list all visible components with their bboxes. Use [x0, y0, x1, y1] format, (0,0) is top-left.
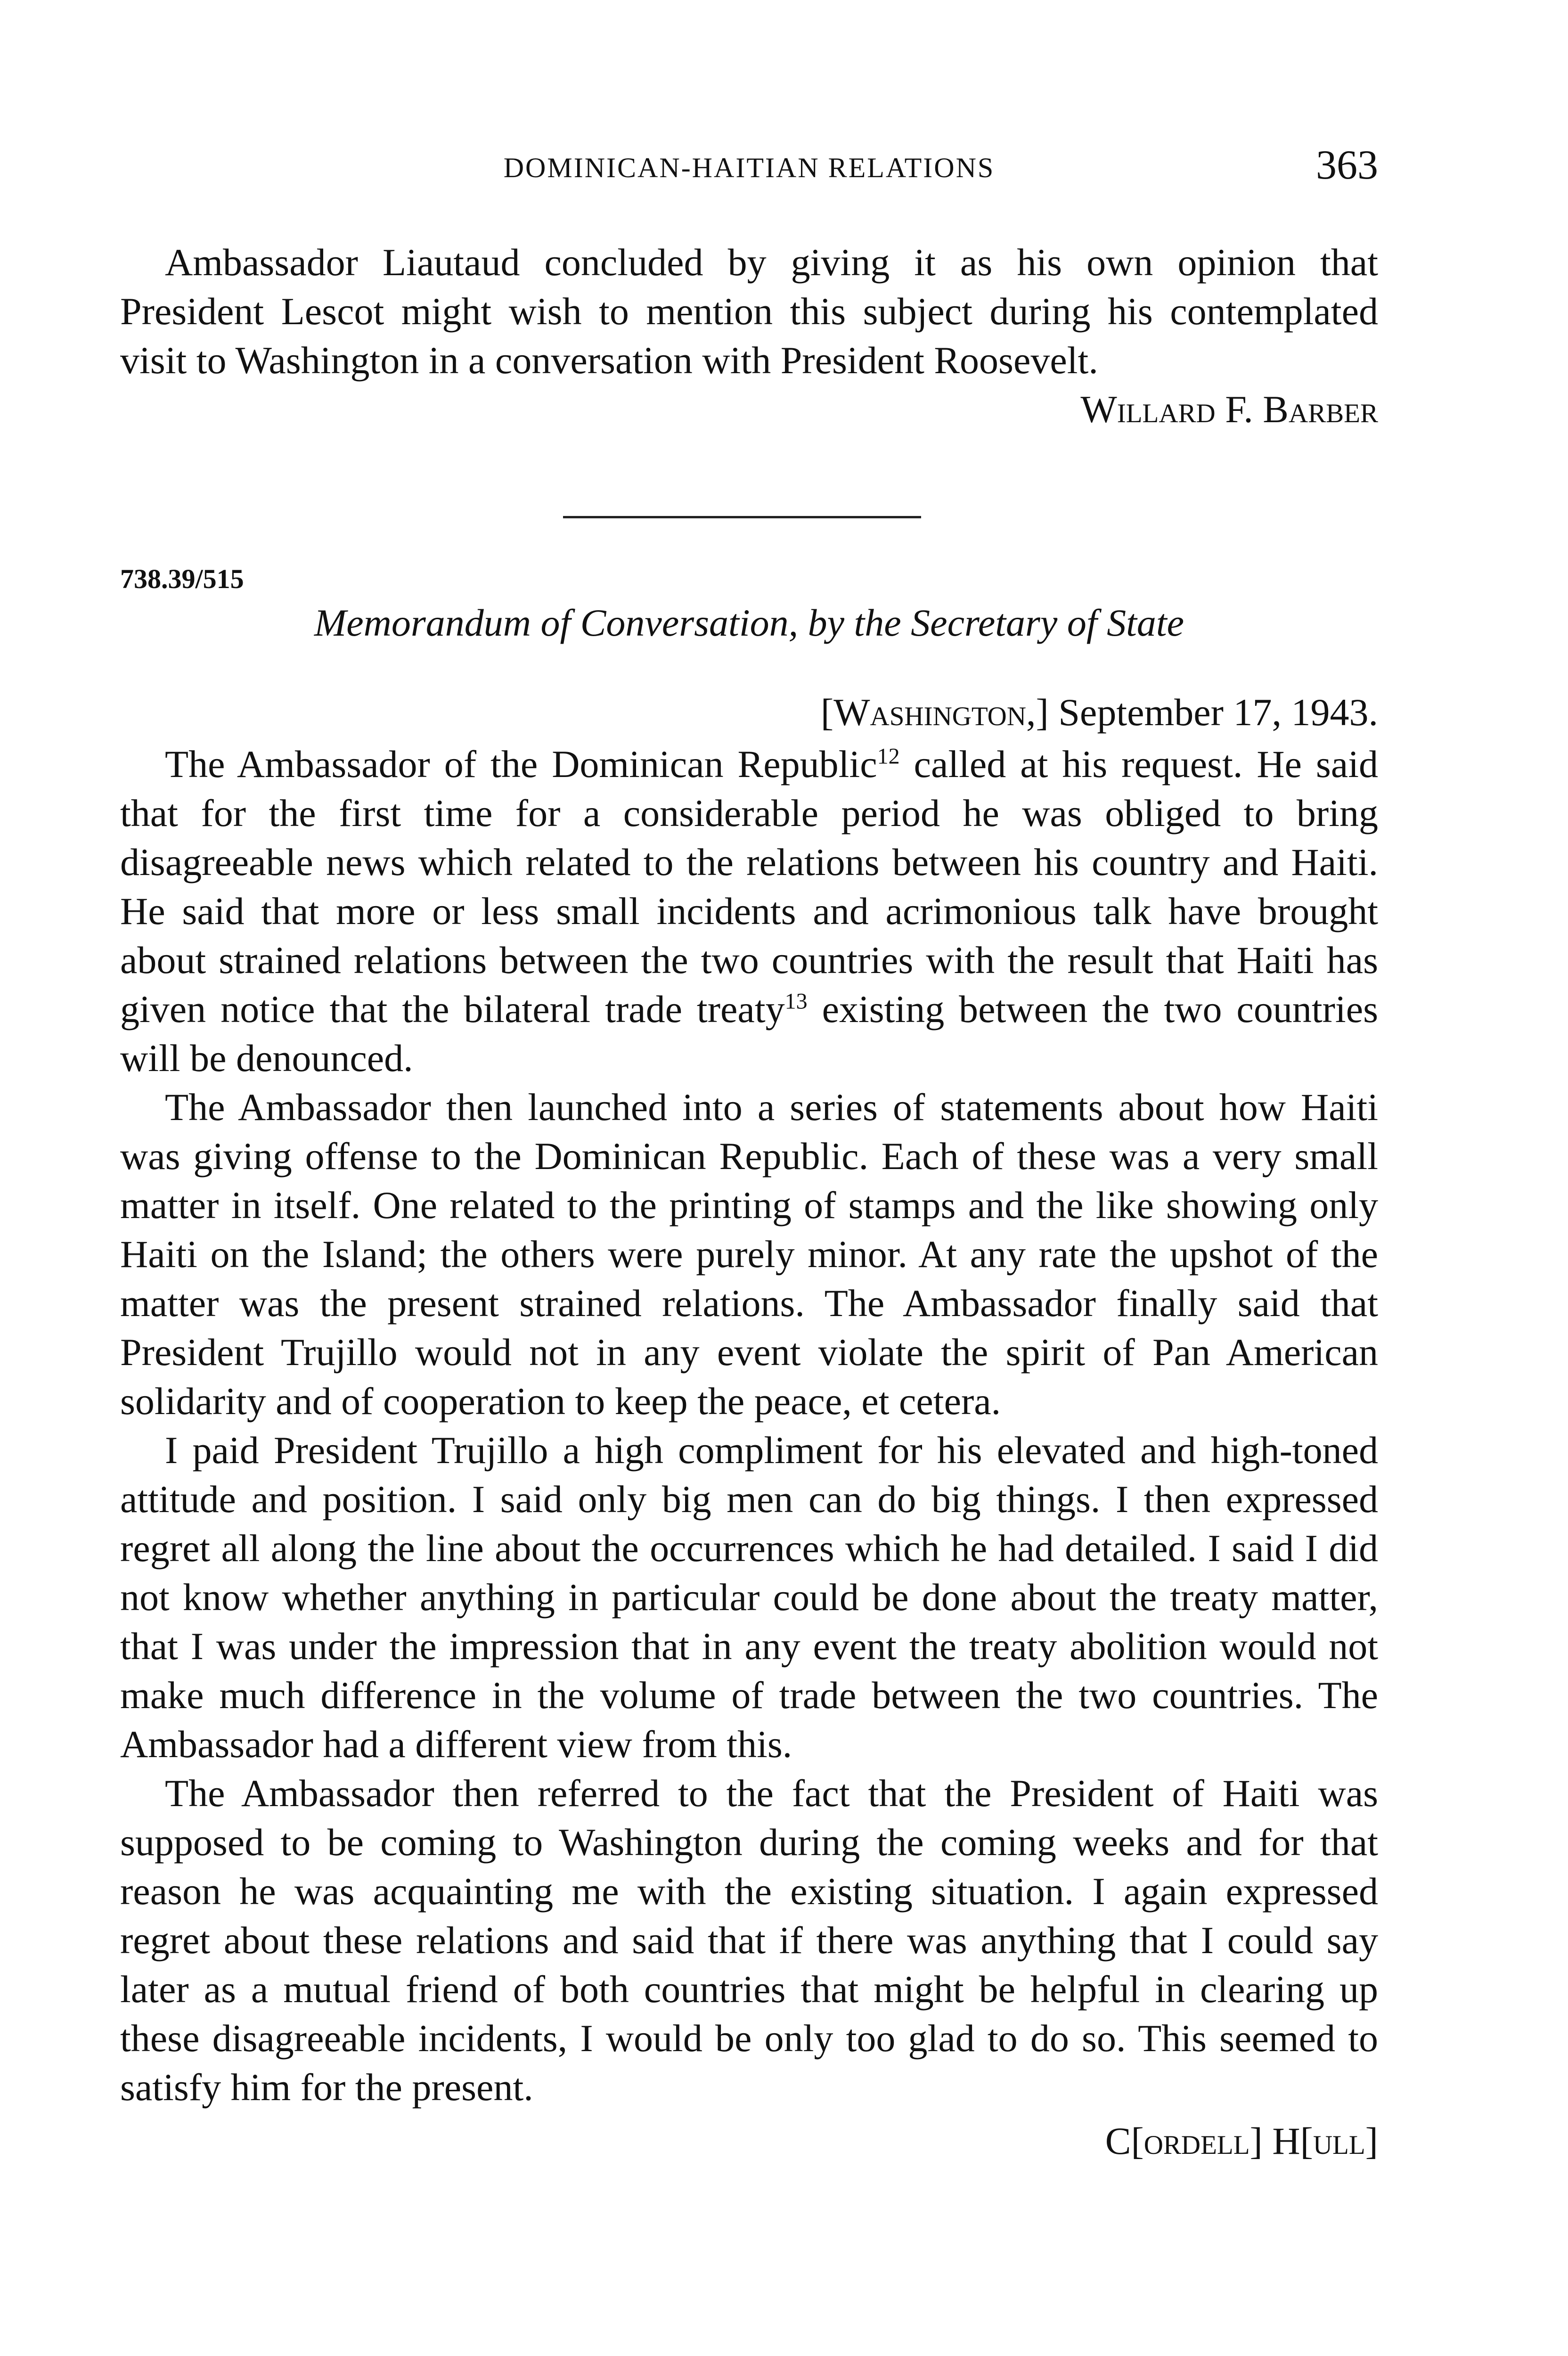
page-number: 363 [1316, 142, 1378, 188]
memo-paragraph-4: The Ambassador then referred to the fact that the President of Haiti was supposed to be coming to Washington during the coming weeks and for that reason he was acquainting me with the existing situation. I again expressed regret about these relations and said that if there was anything that I could say later as a mutual friend of both countries that might be helpful in clearing up these disagreeable incidents, I would be only too glad to do so. This seemed to satisfy him for the present. [120, 1772, 1378, 2109]
p1-after-fn13: existing between the two countries will be denounced. [120, 988, 1379, 1080]
hull-signature: C[ordell] H[ull] [1105, 2119, 1378, 2162]
footnote-ref-13[interactable]: 13 [784, 989, 808, 1014]
memo-paragraph-2: The Ambassador then launched into a series of statements about how Haiti was giving offense to the Dominican Republic. Each of these was a very small matter in itself. One related to the printing of stamps and the like showing only Haiti on the Island; the others were purely minor. At any rate the upshot of the matter was the present strained relations. The Ambassador finally said that President Trujillo would not in any event violate the spirit of Pan American solidarity and of cooperation to keep the peace, et cetera. [120, 1086, 1378, 1423]
file-number: 738.39/515 [120, 564, 244, 594]
running-title: DOMINICAN-HAITIAN RELATIONS [503, 152, 995, 183]
memo-paragraph-1 [120, 740, 1378, 1083]
p1-before-fn12: The Ambassador of the Dominican Republic [165, 743, 877, 785]
running-head [120, 141, 1378, 193]
p1-after-fn12: called at his request. He said that for the first time for a considerable period he was obliged to bring disagreeable news which related to the relations between his country and Haiti. He said that more or less small incidents and acrimonious talk have brought about strained relations between the two countries with the result that Haiti has given notice that the bilateral trade treaty [120, 743, 1378, 1031]
continuation-paragraph: Ambassador Liautaud concluded by giving it as his own opinion that President Lescot might wish to mention this subject during his contemplated visit to Washington in a conversation with President Roosevelt. [120, 241, 1378, 382]
continuation-section [120, 238, 1378, 434]
memo-paragraph-3: I paid President Trujillo a high compliment for his elevated and high-toned attitude and position. I said only big men can do big things. I then expressed regret all along the line about the occurrences which he had detailed. I said I did not know whether anything in particular could be done about the treaty matter, that I was under the impression that in any event the treaty abolition would not make much difference in the volume of trade between the two countries. The Ambassador had a different view from this. [120, 1429, 1378, 1766]
memo-title: Memorandum of Conversation, by the Secretary of State [314, 601, 1184, 644]
dateline-date: September 17, 1943. [1058, 691, 1378, 734]
section-divider [563, 516, 921, 518]
footnote-ref-12[interactable]: 12 [877, 744, 900, 769]
memo-body [120, 740, 1378, 2166]
dateline [120, 690, 1378, 735]
barber-signature: Willard F. Barber [1080, 388, 1378, 431]
dateline-place: [Washington,] [820, 691, 1049, 734]
